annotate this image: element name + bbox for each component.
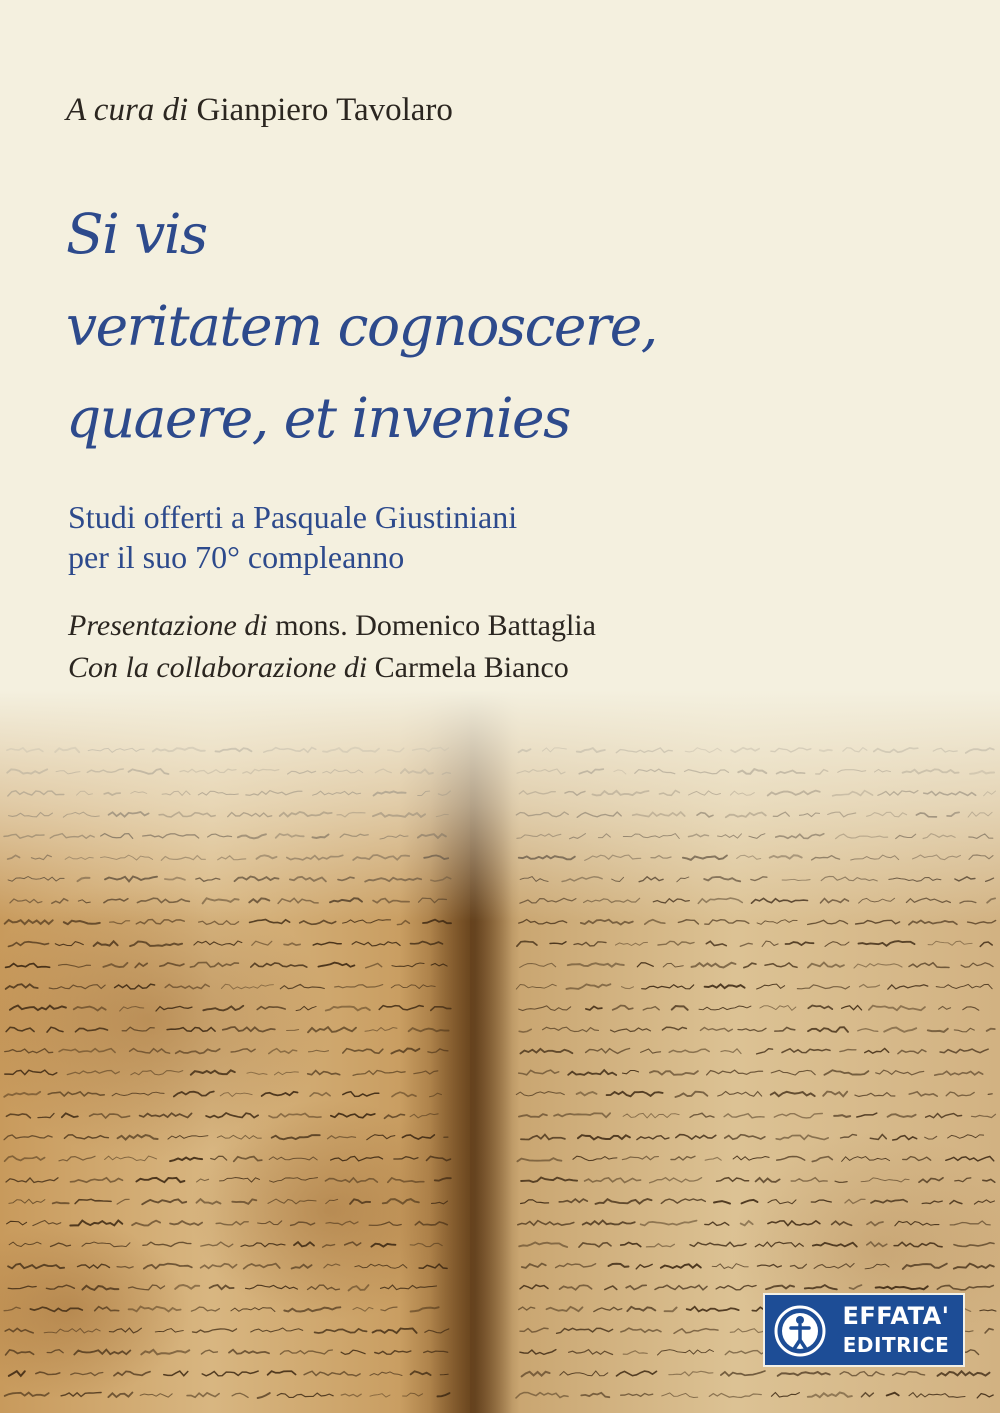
globe-figure-icon	[773, 1304, 827, 1358]
publisher-name: EFFATA'	[842, 1302, 950, 1330]
credit-collaboration	[68, 647, 596, 689]
credit-role: Con la collaborazione di	[68, 651, 368, 684]
title-line-3: quaere, et invenies	[66, 386, 570, 450]
credit-presentation	[68, 605, 596, 647]
subtitle-line-1: Studi offerti a Pasquale Giustiniani	[68, 499, 518, 535]
curator-prefix: A cura di	[66, 92, 189, 128]
curator-line	[66, 92, 453, 129]
subtitle-line-2: per il suo 70° compleanno	[68, 539, 405, 575]
publisher-subtitle: EDITRICE	[842, 1333, 950, 1357]
publisher-logo	[763, 1293, 965, 1367]
title-line-1: Si vis	[66, 202, 207, 266]
curator-name: Gianpiero Tavolaro	[196, 92, 453, 128]
credit-name: mons. Domenico Battaglia	[275, 609, 596, 642]
credit-name: Carmela Bianco	[374, 651, 569, 684]
title-line-2: veritatem cognoscere,	[66, 294, 657, 358]
book-title	[66, 188, 657, 464]
credit-role: Presentazione di	[68, 609, 268, 642]
credits-block	[68, 605, 596, 689]
book-subtitle	[68, 497, 517, 577]
